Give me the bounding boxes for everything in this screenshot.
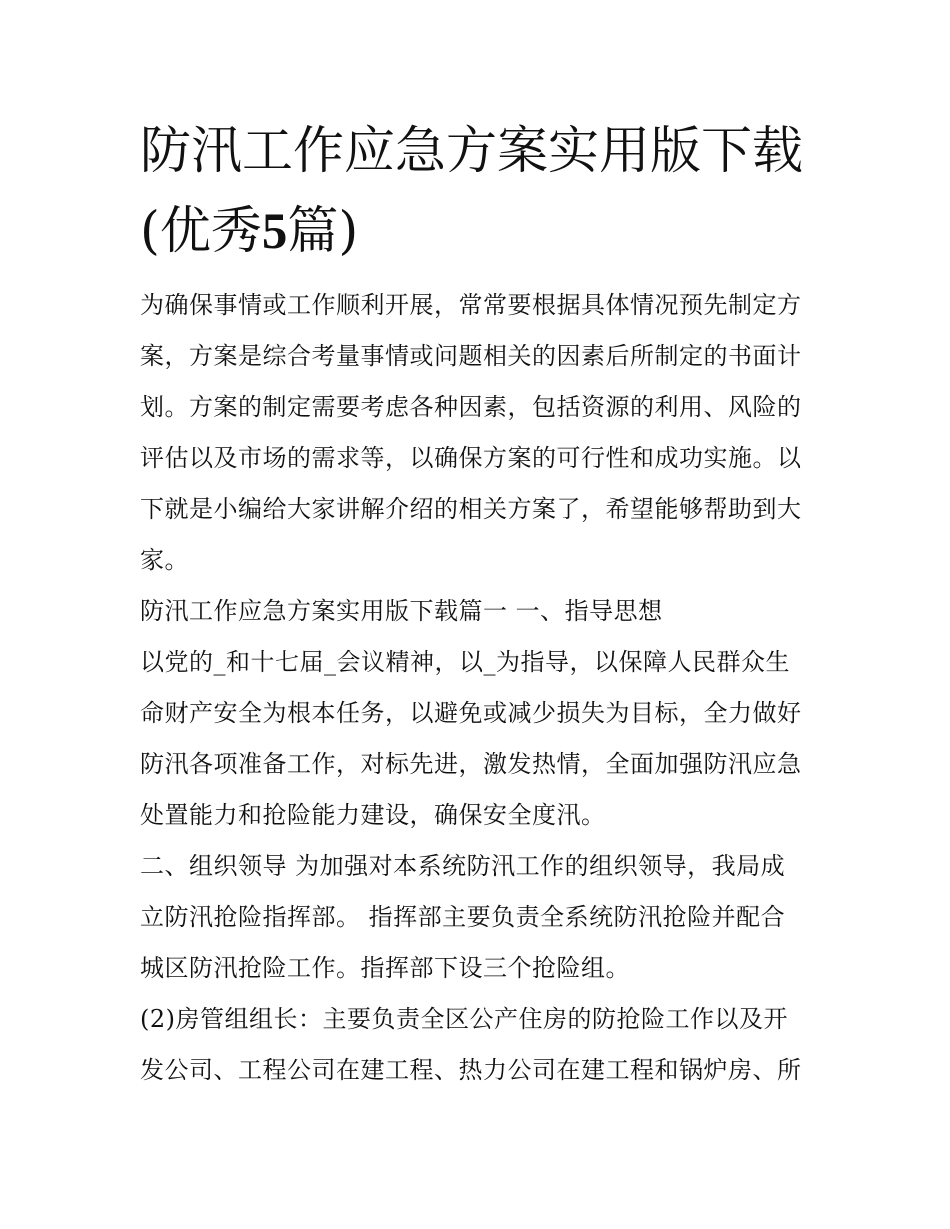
document-body [140, 280, 820, 1096]
intro-paragraph [140, 280, 820, 586]
housing-group-paragraph [140, 994, 820, 1096]
title-number: 5 [261, 204, 288, 260]
section-heading [140, 586, 820, 637]
title-suffix: 篇) [287, 202, 359, 261]
guiding-thought-paragraph [140, 637, 820, 841]
text-line: 立防汛抢险指挥部。 指挥部主要负责全系统防汛抢险并配合 [140, 903, 786, 931]
organization-paragraph [140, 841, 820, 994]
text-line: 防汛各项准备工作，对标先进，激发热情，全面加强防汛应急 [140, 750, 802, 778]
text-line: 城区防汛抢险工作。指挥部下设三个抢险组。 [140, 954, 630, 982]
text-line: 以党的_和十七届_会议精神，以_为指导，以保障人民群众生 [140, 648, 790, 676]
text-line: 发公司、工程公司在建工程、热力公司在建工程和锅炉房、所 [140, 1056, 802, 1084]
text-line: 下就是小编给大家讲解介绍的相关方案了，希望能够帮助到大 [140, 495, 802, 523]
text-line: 防汛工作应急方案实用版下载篇一 一、指导思想 [140, 597, 663, 625]
title-line-1: 防汛工作应急方案实用版下载 [140, 122, 804, 181]
text-line: (2)房管组组长：主要负责全区公产住房的防抢险工作以及开 [140, 1005, 788, 1033]
document-title [140, 112, 840, 272]
title-line-2 [140, 192, 840, 272]
text-line: 评估以及市场的需求等，以确保方案的可行性和成功实施。以 [140, 444, 802, 472]
text-line: 案，方案是综合考量事情或问题相关的因素后所制定的书面计 [140, 342, 802, 370]
text-line: 家。 [140, 546, 189, 574]
text-line: 处置能力和抢险能力建设，确保安全度汛。 [140, 801, 606, 829]
text-line: 二、组织领导 为加强对本系统防汛工作的组织领导，我局成 [140, 852, 786, 880]
text-line: 命财产安全为根本任务，以避免或减少损失为目标，全力做好 [140, 699, 802, 727]
text-line: 划。方案的制定需要考虑各种因素，包括资源的利用、风险的 [140, 393, 802, 421]
title-prefix: (优秀 [140, 202, 262, 261]
text-line: 为确保事情或工作顺利开展，常常要根据具体情况预先制定方 [140, 291, 802, 319]
